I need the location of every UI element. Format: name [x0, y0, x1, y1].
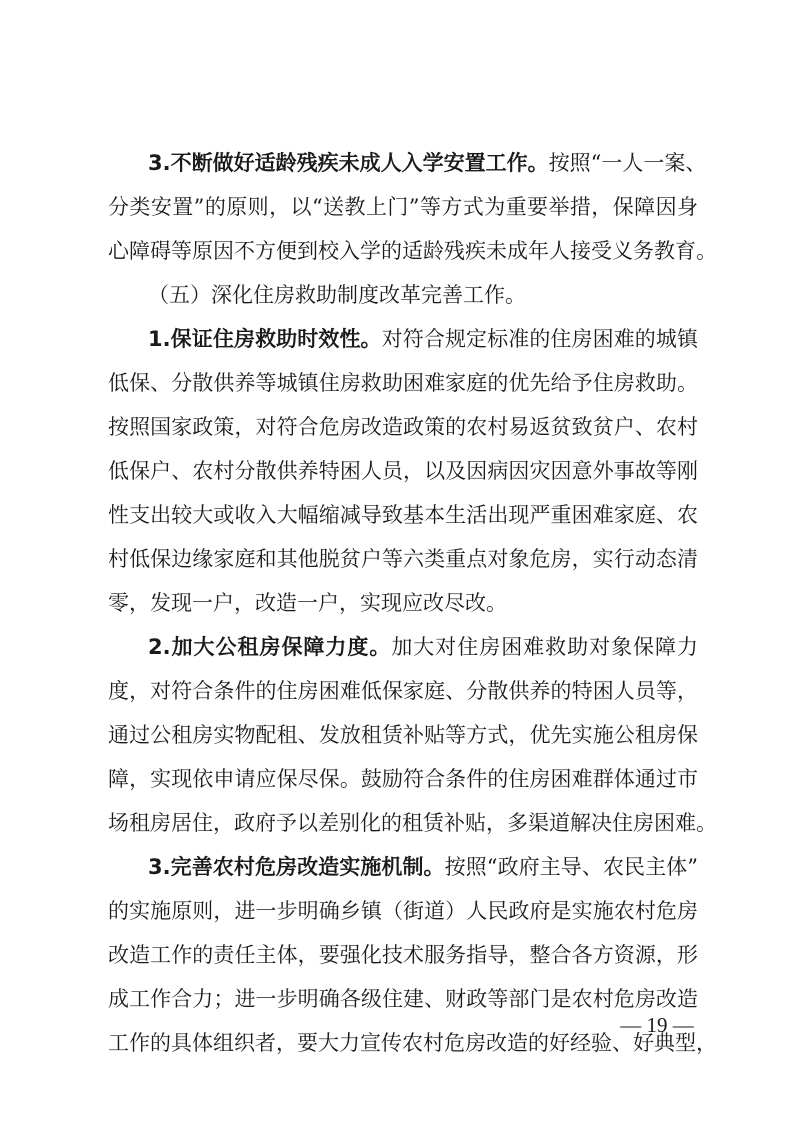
paragraph-line: [148, 852, 698, 882]
paragraph-line: [148, 148, 707, 178]
paragraph-line: 通过公租房实物配租、发放租赁补贴等方式，优先实施公租房保: [108, 723, 698, 747]
page-number: — 19 —: [620, 1013, 694, 1037]
paragraph-line: [148, 632, 698, 662]
paragraph-heading: 3.不断做好适龄残疾未成人入学安置工作。: [148, 151, 549, 175]
paragraph-heading: 2.加大公租房保障力度。: [148, 635, 392, 659]
paragraph-line: 分类安置”的原则，以“送教上门”等方式为重要举措，保障因身: [108, 195, 698, 219]
paragraph-line: 场租房居住，政府予以差别化的租赁补贴，多渠道解决住房困难。: [108, 811, 717, 835]
paragraph-heading: 1.保证住房救助时效性。: [148, 327, 382, 351]
paragraph-line: 心障碍等原因不方便到校入学的适龄残疾未成年人接受义务教育。: [108, 239, 717, 263]
paragraph-heading: 3.完善农村危房改造实施机制。: [148, 855, 445, 879]
paragraph-line: 的实施原则，进一步明确乡镇（街道）人民政府是实施农村危房: [108, 899, 698, 923]
paragraph-text: 按照“一人一案、: [548, 151, 707, 175]
paragraph-line: 改造工作的责任主体，要强化技术服务指导，整合各方资源，形: [108, 943, 698, 967]
paragraph-text: 按照“政府主导、农民主体”: [444, 855, 698, 879]
section-heading: （五）深化住房救助制度改革完善工作。: [148, 283, 526, 307]
paragraph-text: 加大对住房困难救助对象保障力: [391, 635, 699, 659]
paragraph-line: 低保户、农村分散供养特困人员，以及因病因灾因意外事故等刚: [108, 459, 698, 483]
paragraph-line: 度，对符合条件的住房困难低保家庭、分散供养的特困人员等，: [108, 679, 698, 703]
paragraph-line: [148, 324, 698, 354]
paragraph-line: 零，发现一户，改造一户，实现应改尽改。: [108, 591, 507, 615]
paragraph-line: 障，实现依申请应保尽保。鼓励符合条件的住房困难群体通过市: [108, 767, 698, 791]
paragraph-line: 按照国家政策，对符合危房改造政策的农村易返贫致贫户、农村: [108, 415, 698, 439]
paragraph-line: 工作的具体组织者，要大力宣传农村危房改造的好经验、好典型，: [108, 1031, 717, 1055]
paragraph-line: 低保、分散供养等城镇住房救助困难家庭的优先给予住房救助。: [108, 371, 698, 395]
paragraph-line: 村低保边缘家庭和其他脱贫户等六类重点对象危房，实行动态清: [108, 547, 698, 571]
paragraph-text: 对符合规定标准的住房困难的城镇: [381, 327, 699, 351]
paragraph-line: 成工作合力；进一步明确各级住建、财政等部门是农村危房改造: [108, 987, 698, 1011]
paragraph-line: 性支出较大或收入大幅缩减导致基本生活出现严重困难家庭、农: [108, 503, 698, 527]
